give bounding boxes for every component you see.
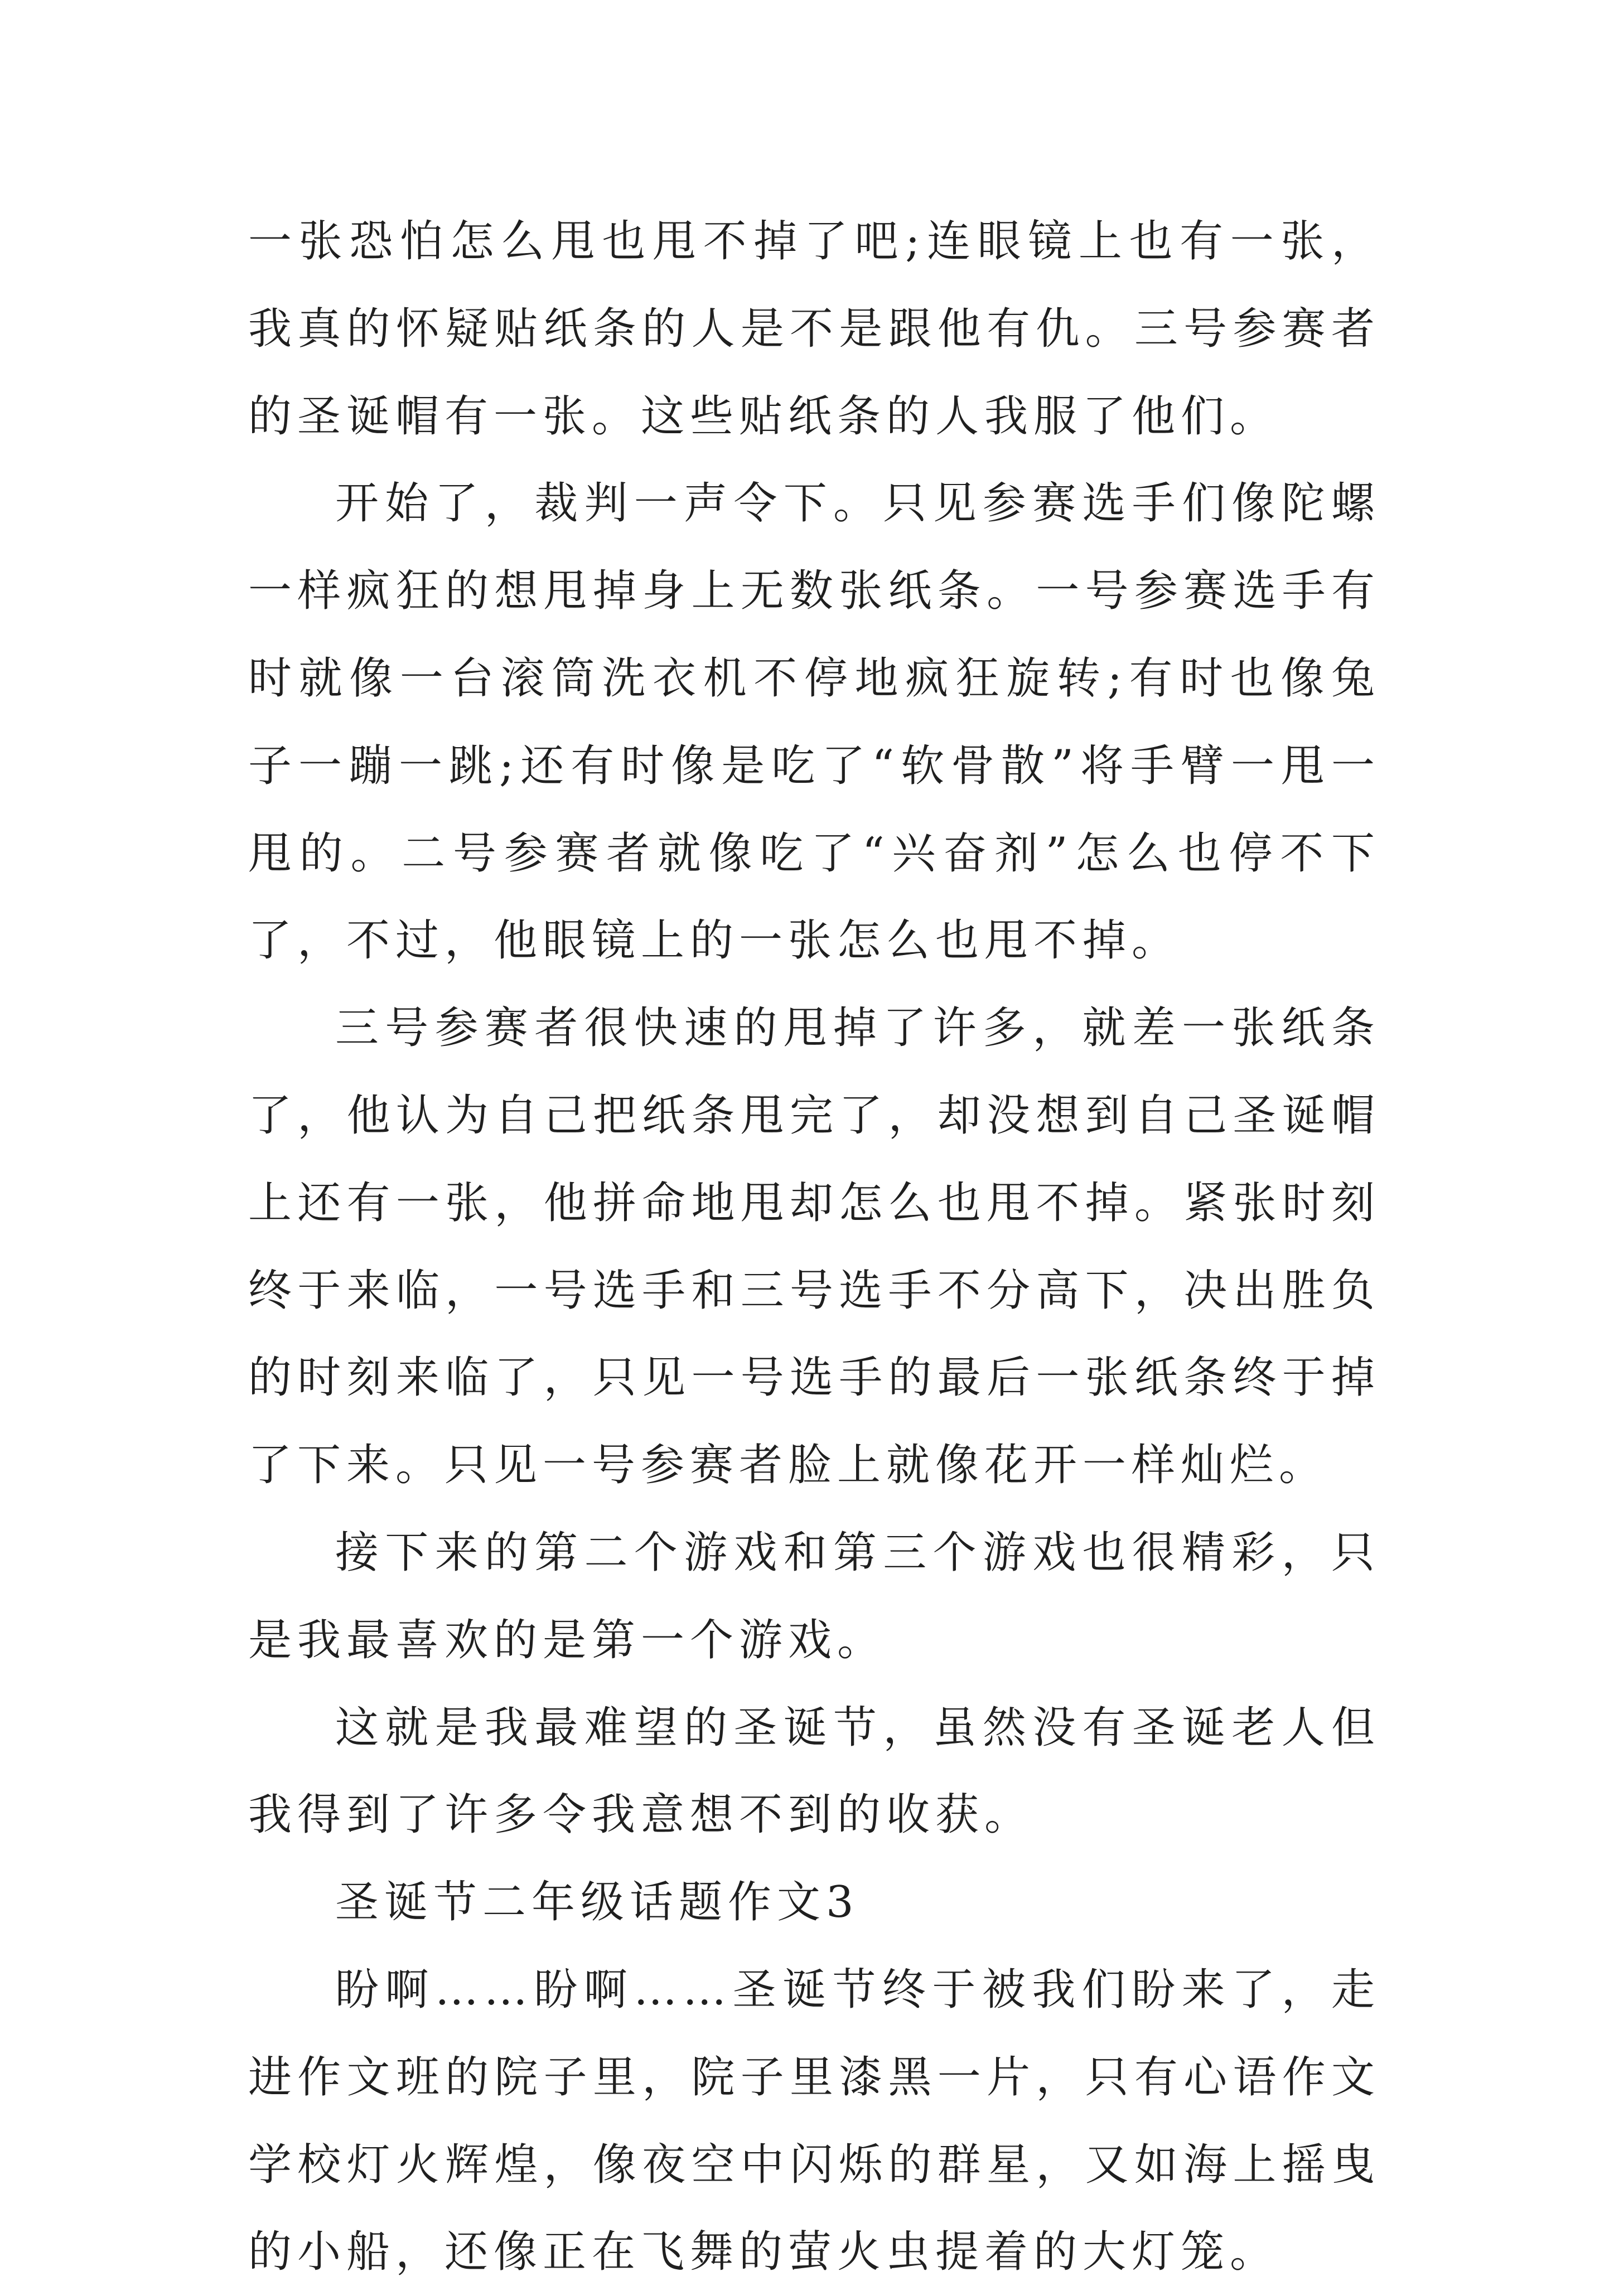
paragraph-conclusion: 这就是我最难望的圣诞节，虽然没有圣诞老人但我得到了许多令我意想不到的收获。 (248, 1702, 1380, 1840)
paragraph-contestant-three: 三号参赛者很快速的甩掉了许多，就差一张纸条了，他认为自己把纸条甩完了，却没想到自己圣诞帽上还有一张，他拼命地甩却怎么也甩不掉。紧张时刻终于来临，一号选手和三号选手不分高下，决出胜负的时刻来临了，只见一号选手的最后一张纸条终于掉了下来。只见一号参赛者脸上就像花开一样灿烂。 (248, 1003, 1380, 1491)
paragraph-essay-three-opening: 盼啊……盼啊……圣诞节终于被我们盼来了，走进作文班的院子里，院子里漆黑一片，只有心语作文学校灯火辉煌，像夜空中闪烁的群星，又如海上摇曳的小船，还像正在飞舞的萤火虫提着的大灯笼。 (248, 1964, 1380, 2278)
paragraph-other-games: 接下来的第二个游戏和第三个游戏也很精彩，只是我最喜欢的是第一个游戏。 (248, 1527, 1380, 1665)
paragraph-continued: 一张恐怕怎么甩也甩不掉了吧;连眼镜上也有一张，我真的怀疑贴纸条的人是不是跟他有仇。三号参赛者的圣诞帽有一张。这些贴纸条的人我服了他们。 (248, 216, 1380, 442)
essay-title: 圣诞节二年级话题作文3 (335, 1877, 859, 1928)
article-body (248, 198, 1380, 2296)
paragraph-game-start: 开始了，裁判一声令下。只见参赛选手们像陀螺一样疯狂的想甩掉身上无数张纸条。一号参赛选手有时就像一台滚筒洗衣机不停地疯狂旋转;有时也像兔子一蹦一跳;还有时像是吃了“软骨散”将手臂一甩一甩的。二号参赛者就像吃了“兴奋剂”怎么也停不下了，不过，他眼镜上的一张怎么也甩不掉。 (248, 478, 1380, 966)
